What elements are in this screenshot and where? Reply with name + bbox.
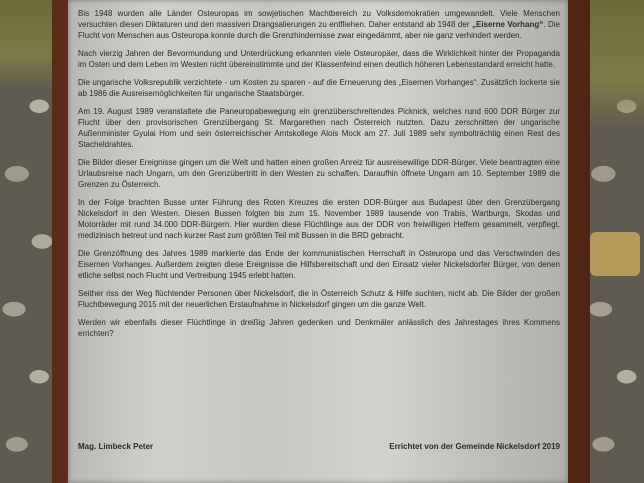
paragraph-9: Werden wir ebenfalls dieser Flüchtlinge in dreißig Jahren gedenken und Denkmäler anlässlich des Jahrestages ihres Kommens errichten? [78, 318, 560, 338]
paragraph-4: Am 19. August 1989 veranstaltete die Paneuropabewegung ein grenzüberschreitendes Picknick, welches rund 600 DDR Bürger zur Flucht über den provisorischen Grenzübergang St. Margarethen nach Österreich nutzten. Dazu zerschnitten der ungarische Außenminister Gyulai Horn und sein österreichischer Amtskollege Alois Mock am 27. Juli 1989 sehr symbolträchtig einen Rest des Stacheldrahtes. [78, 107, 560, 149]
erected-by: Errichtet von der Gemeinde Nickelsdorf 2019 [389, 442, 560, 451]
paragraph-7: Die Grenzöffnung des Jahres 1989 markierte das Ende der kommunistischen Herrschaft in Osteuropa und das Verschwinden des Eisernen Vorhanges. Außerdem zeigten diese Ereignisse die Hilfsbereitschaft und den Einsatz vieler Nickelsdorfer Bürger, von denen etliche selbst noch Flucht und Vertreibung 1945 erlebt hatten. [78, 249, 560, 280]
author-signature: Mag. Limbeck Peter [78, 442, 154, 451]
paragraph-8: Seither riss der Weg flüchtender Personen über Nickelsdorf, die in Österreich Schutz & Hilfe suchten, nicht ab. Die Bilder der großen Fluchtbewegung 2015 mit der neuerlichen Erstaufnahme in Nickelsdorf gingen um die ganze Welt. [78, 289, 560, 309]
paragraph-6: In der Folge brachten Busse unter Führung des Roten Kreuzes die ersten DDR-Bürger aus Budapest über den Grenzübergang Nickelsdorf in den Westen. Diesen Bussen folgten bis zum 15. November 1989 tausende von Trabis, Wartburgs, Skodas und Motorräder mit rund 34.000 DDR-Bürgern. Hier wurden diese Flüchtlinge aus der DDR von freiwilligen Helfern gesammelt, verpflegt, medizinisch betreut und nach kurzer Rast zum größten Teil mit Bussen in die BRD gebracht. [78, 198, 560, 240]
paragraph-1: Bis 1948 wurden alle Länder Osteuropas im sowjetischen Machtbereich zu Volksdemokratien umgewandelt. Viele Menschen versuchten diesen Diktaturen und den massiven Drangsalierungen zu entfliehen. Daher entstand ab 1948 der „Eiserne Vorhang“. Die Flucht von Menschen aus Osteuropa konnte durch die Grenzhindernisse zwar eingedämmt, aber nie ganz verhindert werden. [78, 9, 560, 40]
golden-stone [590, 232, 640, 276]
paragraph-2: Nach vierzig Jahren der Bevormundung und Unterdrückung erkannten viele Osteuropäer, dass die Wirklichkeit hinter der Propaganda im Osten und dem Leben im Westen nicht übereinstimmte und der Klassenfeind einen deutlich höheren Lebensstandard erreicht hatte. [78, 49, 560, 69]
paragraph-5: Die Bilder dieser Ereignisse gingen um die Welt und hatten einen großen Anreiz für ausreisewillige DDR-Bürger. Viele beantragten eine Urlaubsreise nach Ungarn, um den Grenzübertritt in den Westen zu schaffen. Daraufhin öffnete Ungarn am 10. September 1989 die Grenzen zu Österreich. [78, 158, 560, 189]
plaque-footer [78, 442, 560, 451]
grass-right [586, 0, 644, 130]
grass-left [0, 0, 56, 90]
paragraph-3: Die ungarische Volksrepublik verzichtete - um Kosten zu sparen - auf die Erneuerung des „Eisernen Vorhanges“. Zusätzlich lockerte sie ab 1986 die Ausreisemöglichkeiten für ungarische Staatsbürger. [78, 78, 560, 98]
plaque-text [78, 8, 560, 346]
iron-curtain-term: „Eiserne Vorhang“ [472, 20, 544, 29]
